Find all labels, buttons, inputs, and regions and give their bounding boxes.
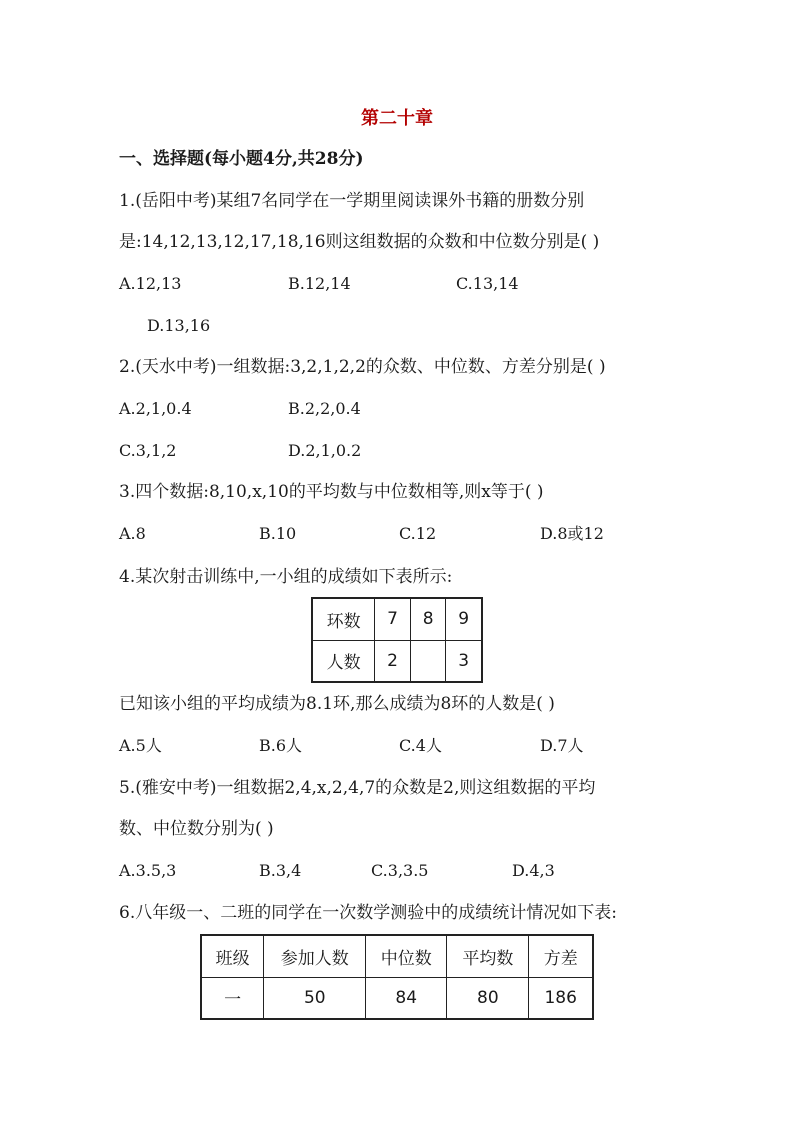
question-5-option-b: B.3,4 xyxy=(259,861,302,880)
question-1-option-d: D.13,16 xyxy=(147,316,211,335)
question-5-line-2: 数、中位数分别为( ) xyxy=(119,819,274,839)
question-3-option-b: B.10 xyxy=(259,524,297,543)
table-cell: 7 xyxy=(375,598,411,640)
table-header-cell: 班级 xyxy=(201,935,264,977)
question-2-option-d: D.2,1,0.2 xyxy=(288,441,362,460)
table-cell: 84 xyxy=(366,977,447,1019)
table-cell: 80 xyxy=(447,977,529,1019)
question-1-option-a: A.12,13 xyxy=(119,274,182,293)
table-header-cell: 方差 xyxy=(529,935,593,977)
question-6-line-1: 6.八年级一、二班的同学在一次数学测验中的成绩统计情况如下表: xyxy=(119,903,617,923)
question-4-line-2: 已知该小组的平均成绩为8.1环,那么成绩为8环的人数是( ) xyxy=(119,694,555,714)
class-score-table xyxy=(200,934,594,1020)
table-cell: 8 xyxy=(410,598,446,640)
section-heading: 一、选择题(每小题4分,共28分) xyxy=(119,149,364,169)
question-1-line-1: 1.(岳阳中考)某组7名同学在一学期里阅读课外书籍的册数分别 xyxy=(119,191,585,211)
question-5-option-c: C.3,3.5 xyxy=(371,861,429,880)
question-4-option-b: B.6人 xyxy=(259,736,303,755)
table-cell: 环数 xyxy=(312,598,375,640)
table-cell xyxy=(410,640,446,682)
question-2-option-b: B.2,2,0.4 xyxy=(288,399,361,418)
table-cell: 186 xyxy=(529,977,593,1019)
table-cell: 9 xyxy=(446,598,482,640)
question-3-option-a: A.8 xyxy=(119,524,146,543)
table-row xyxy=(312,640,482,682)
table-cell: 3 xyxy=(446,640,482,682)
question-5-option-d: D.4,3 xyxy=(512,861,555,880)
table-cell: 2 xyxy=(375,640,411,682)
question-5-line-1: 5.(雅安中考)一组数据2,4,x,2,4,7的众数是2,则这组数据的平均 xyxy=(119,778,596,798)
question-1-option-b: B.12,14 xyxy=(288,274,351,293)
shooting-score-table xyxy=(311,597,483,683)
table-row xyxy=(201,977,593,1019)
question-3-line-1: 3.四个数据:8,10,x,10的平均数与中位数相等,则x等于( ) xyxy=(119,482,544,502)
question-2-option-a: A.2,1,0.4 xyxy=(119,399,192,418)
question-2-line-1: 2.(天水中考)一组数据:3,2,1,2,2的众数、中位数、方差分别是( ) xyxy=(119,357,606,377)
table-header-cell: 中位数 xyxy=(366,935,447,977)
chapter-title: 第二十章 xyxy=(361,108,433,129)
question-5-option-a: A.3.5,3 xyxy=(119,861,177,880)
table-header-cell: 平均数 xyxy=(447,935,529,977)
question-4-option-a: A.5人 xyxy=(119,736,162,755)
question-3-option-c: C.12 xyxy=(399,524,437,543)
question-1-option-c: C.13,14 xyxy=(456,274,519,293)
question-4-option-c: C.4人 xyxy=(399,736,442,755)
table-cell: 人数 xyxy=(312,640,375,682)
question-4-line-1: 4.某次射击训练中,一小组的成绩如下表所示: xyxy=(119,567,453,587)
table-row xyxy=(312,598,482,640)
table-header-row xyxy=(201,935,593,977)
question-3-option-d: D.8或12 xyxy=(540,524,604,543)
table-cell: 一 xyxy=(201,977,264,1019)
table-header-cell: 参加人数 xyxy=(264,935,366,977)
table-cell: 50 xyxy=(264,977,366,1019)
question-2-option-c: C.3,1,2 xyxy=(119,441,177,460)
question-1-line-2: 是:14,12,13,12,17,18,16则这组数据的众数和中位数分别是( ) xyxy=(119,232,600,252)
question-4-option-d: D.7人 xyxy=(540,736,584,755)
